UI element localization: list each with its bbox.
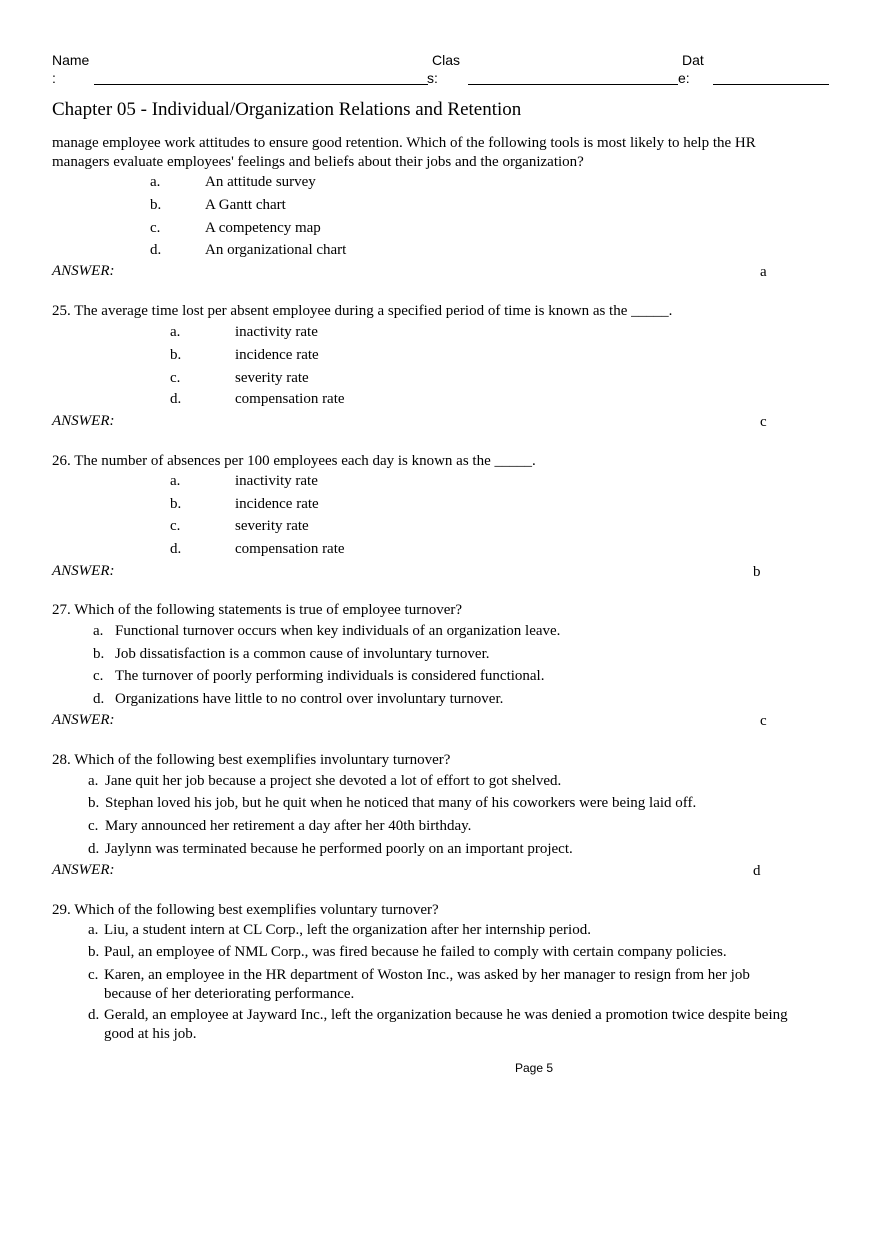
q25-option-letter: c.	[170, 370, 181, 386]
q28-answer-value: d	[753, 863, 761, 879]
q25-option-letter: a.	[170, 324, 181, 340]
q27-option-text: Job dissatisfaction is a common cause of involuntary turnover.	[115, 646, 490, 662]
q27-option-text: Functional turnover occurs when key individuals of an organization leave.	[115, 623, 561, 639]
q24-answer-label: ANSWER:	[52, 263, 115, 279]
date-field-line[interactable]	[713, 84, 829, 85]
page-title: Chapter 05 - Individual/Organization Relations and Retention	[52, 99, 522, 120]
q29-option-letter: a.	[88, 922, 99, 938]
q27-option-text: The turnover of poorly performing individuals is considered functional.	[115, 668, 545, 684]
q26-option-letter: c.	[170, 518, 181, 534]
q27-option-letter: a.	[93, 623, 104, 639]
q28-option-letter: a.	[88, 773, 99, 789]
q28-option-letter: b.	[88, 795, 100, 811]
q29-option-text: Paul, an employee of NML Corp., was fired because he failed to comply with certain company policies.	[104, 944, 727, 960]
q27-option-letter: c.	[93, 668, 104, 684]
q24-option-text: An organizational chart	[205, 242, 347, 258]
page-number: Page 5	[515, 1061, 554, 1075]
q29-option-letter: d.	[88, 1007, 100, 1023]
q26-answer-label: ANSWER:	[52, 563, 115, 579]
q24-option-letter: c.	[150, 220, 161, 236]
class-field-line[interactable]	[468, 84, 678, 85]
q24-option-text: A Gantt chart	[205, 197, 286, 213]
q29-stem: 29. Which of the following best exemplifies voluntary turnover?	[52, 902, 439, 918]
class-label-suffix: s:	[427, 70, 438, 86]
name-field-line[interactable]	[94, 84, 428, 85]
q28-option-letter: d.	[88, 841, 100, 857]
q25-option-letter: b.	[170, 347, 182, 363]
q25-option-letter: d.	[170, 391, 182, 407]
q26-option-letter: a.	[170, 473, 181, 489]
q24-answer-value: a	[760, 264, 767, 280]
q24-stem-line1: manage employee work attitudes to ensure good retention. Which of the following tools is most likely to help the HR	[52, 135, 756, 151]
name-label: Name	[52, 52, 90, 68]
q24-option-letter: a.	[150, 174, 161, 190]
q26-option-text: inactivity rate	[235, 473, 318, 489]
q26-option-text: incidence rate	[235, 496, 319, 512]
q25-option-text: compensation rate	[235, 391, 345, 407]
q29-option-text: Liu, a student intern at CL Corp., left the organization after her internship period.	[104, 922, 591, 938]
q26-option-text: severity rate	[235, 518, 309, 534]
q26-option-letter: d.	[170, 541, 182, 557]
q25-answer-label: ANSWER:	[52, 413, 115, 429]
q28-stem: 28. Which of the following best exemplifies involuntary turnover?	[52, 752, 451, 768]
q27-stem: 27. Which of the following statements is true of employee turnover?	[52, 602, 463, 618]
q27-option-text: Organizations have little to no control over involuntary turnover.	[115, 691, 504, 707]
q27-option-letter: d.	[93, 691, 105, 707]
q28-option-text: Stephan loved his job, but he quit when he noticed that many of his coworkers were being laid off.	[105, 795, 697, 811]
q28-option-letter: c.	[88, 818, 99, 834]
q25-option-text: inactivity rate	[235, 324, 318, 340]
q25-answer-value: c	[760, 414, 767, 430]
class-label: Clas	[432, 52, 461, 68]
q29-option-letter: b.	[88, 944, 100, 960]
q26-option-letter: b.	[170, 496, 182, 512]
q29-option-letter: c.	[88, 967, 99, 983]
q26-stem: 26. The number of absences per 100 employees each day is known as the _____.	[52, 453, 536, 469]
q24-option-letter: b.	[150, 197, 162, 213]
q28-option-text: Jane quit her job because a project she devoted a lot of effort to got shelved.	[105, 773, 562, 789]
q27-option-letter: b.	[93, 646, 105, 662]
q25-option-text: severity rate	[235, 370, 309, 386]
q26-option-text: compensation rate	[235, 541, 345, 557]
q28-option-text: Jaylynn was terminated because he performed poorly on an important project.	[105, 841, 573, 857]
q25-option-text: incidence rate	[235, 347, 319, 363]
q28-option-text: Mary announced her retirement a day after her 40th birthday.	[105, 818, 472, 834]
q24-option-letter: d.	[150, 242, 162, 258]
q27-answer-value: c	[760, 713, 767, 729]
q28-answer-label: ANSWER:	[52, 862, 115, 878]
q27-answer-label: ANSWER:	[52, 712, 115, 728]
q24-option-text: An attitude survey	[205, 174, 316, 190]
name-label-colon: :	[52, 70, 56, 86]
date-label-suffix: e:	[678, 70, 690, 86]
q24-option-text: A competency map	[205, 220, 321, 236]
q24-stem-line2: managers evaluate employees' feelings and beliefs about their jobs and the organization?	[52, 154, 584, 170]
date-label: Dat	[682, 52, 704, 68]
q29-option-text: Karen, an employee in the HR department of Woston Inc., was asked by her manager to resign from her job because of her deteriorating performance.	[104, 967, 750, 1002]
q29-option-text: Gerald, an employee at Jayward Inc., left the organization because he was denied a promotion twice despite being good at his job.	[104, 1007, 788, 1042]
q26-answer-value: b	[753, 564, 761, 580]
q25-stem: 25. The average time lost per absent employee during a specified period of time is known as the _____.	[52, 303, 673, 319]
